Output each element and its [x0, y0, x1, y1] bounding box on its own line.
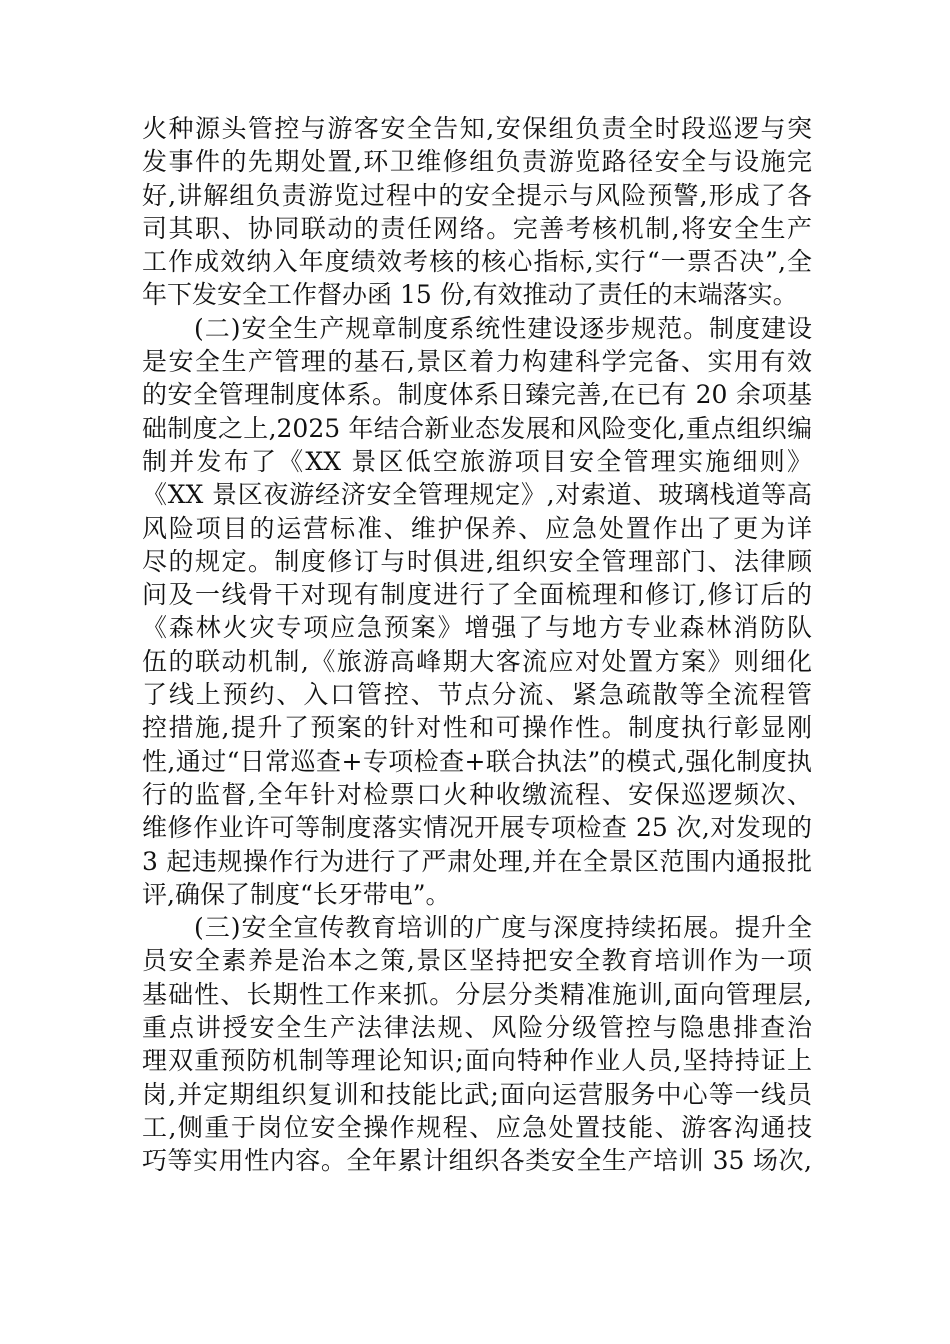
text-line: 评,确保了制度“长牙带电”。	[142, 879, 451, 909]
paragraph-safety-training	[142, 911, 812, 1177]
text-line: 火种源头管控与游客安全告知,安保组负责全时段巡逻与突	[142, 114, 812, 143]
text-line: 的安全管理制度体系。制度体系日臻完善,在已有 20 余项基	[142, 380, 812, 410]
text-line: 好,讲解组负责游览过程中的安全提示与风险预警,形成了各	[142, 180, 812, 210]
text-line: 司其职、协同联动的责任网络。完善考核机制,将安全生产	[142, 213, 812, 243]
text-line: 控措施,提升了预案的针对性和可操作性。制度执行彰显刚	[142, 713, 812, 743]
text-line: 问及一线骨干对现有制度进行了全面梳理和修订,修订后的	[142, 580, 812, 610]
text-line: 基础性、长期性工作来抓。分层分类精准施训,面向管理层,	[142, 979, 812, 1009]
text-line: 发事件的先期处置,环卫维修组负责游览路径安全与设施完	[142, 147, 812, 177]
text-line: 《XX 景区夜游经济安全管理规定》,对索道、玻璃栈道等高	[142, 480, 812, 510]
text-line: 伍的联动机制,《旅游高峰期大客流应对处置方案》则细化	[142, 646, 812, 676]
text-line: 风险项目的运营标准、维护保养、应急处置作出了更为详	[142, 513, 812, 543]
text-line: 员安全素养是治本之策,景区坚持把安全教育培训作为一项	[142, 946, 812, 976]
section-heading-line: (三)安全宣传教育培训的广度与深度持续拓展。提升全	[194, 913, 812, 943]
document-page	[142, 112, 812, 1178]
text-line: 3 起违规操作行为进行了严肃处理,并在全景区范围内通报批	[142, 846, 812, 876]
text-line: 是安全生产管理的基石,景区着力构建科学完备、实用有效	[142, 347, 812, 377]
text-line: 了线上预约、入口管控、节点分流、紧急疏散等全流程管	[142, 680, 812, 710]
text-line: 年下发安全工作督办函 15 份,有效推动了责任的末端落实。	[142, 280, 798, 310]
text-line: 理双重预防机制等理论知识;面向特种作业人员,坚持持证上	[142, 1046, 812, 1076]
text-line: 制并发布了《XX 景区低空旅游项目安全管理实施细则》	[142, 446, 812, 476]
section-heading-line: (二)安全生产规章制度系统性建设逐步规范。制度建设	[194, 313, 812, 343]
text-line: 础制度之上,2025 年结合新业态发展和风险变化,重点组织编	[142, 413, 812, 443]
text-line: 尽的规定。制度修订与时俱进,组织安全管理部门、法律顾	[142, 546, 812, 576]
text-line: 重点讲授安全生产法律法规、风险分级管控与隐患排查治	[142, 1013, 812, 1043]
paragraph-responsibility-network	[142, 112, 812, 312]
text-line: 岗,并定期组织复训和技能比武;面向运营服务中心等一线员	[142, 1079, 812, 1109]
paragraph-regulations-system	[142, 312, 812, 911]
text-line: 巧等实用性内容。全年累计组织各类安全生产培训 35 场次,	[142, 1146, 812, 1176]
text-line: 性,通过“日常巡查+专项检查+联合执法”的模式,强化制度执	[142, 746, 812, 776]
text-line: 《森林火灾专项应急预案》增强了与地方专业森林消防队	[142, 613, 812, 643]
text-line: 工作成效纳入年度绩效考核的核心指标,实行“一票否决”,全	[142, 247, 812, 277]
text-line: 维修作业许可等制度落实情况开展专项检查 25 次,对发现的	[142, 813, 812, 843]
text-line: 工,侧重于岗位安全操作规程、应急处置技能、游客沟通技	[142, 1112, 812, 1142]
text-line: 行的监督,全年针对检票口火种收缴流程、安保巡逻频次、	[142, 779, 812, 809]
